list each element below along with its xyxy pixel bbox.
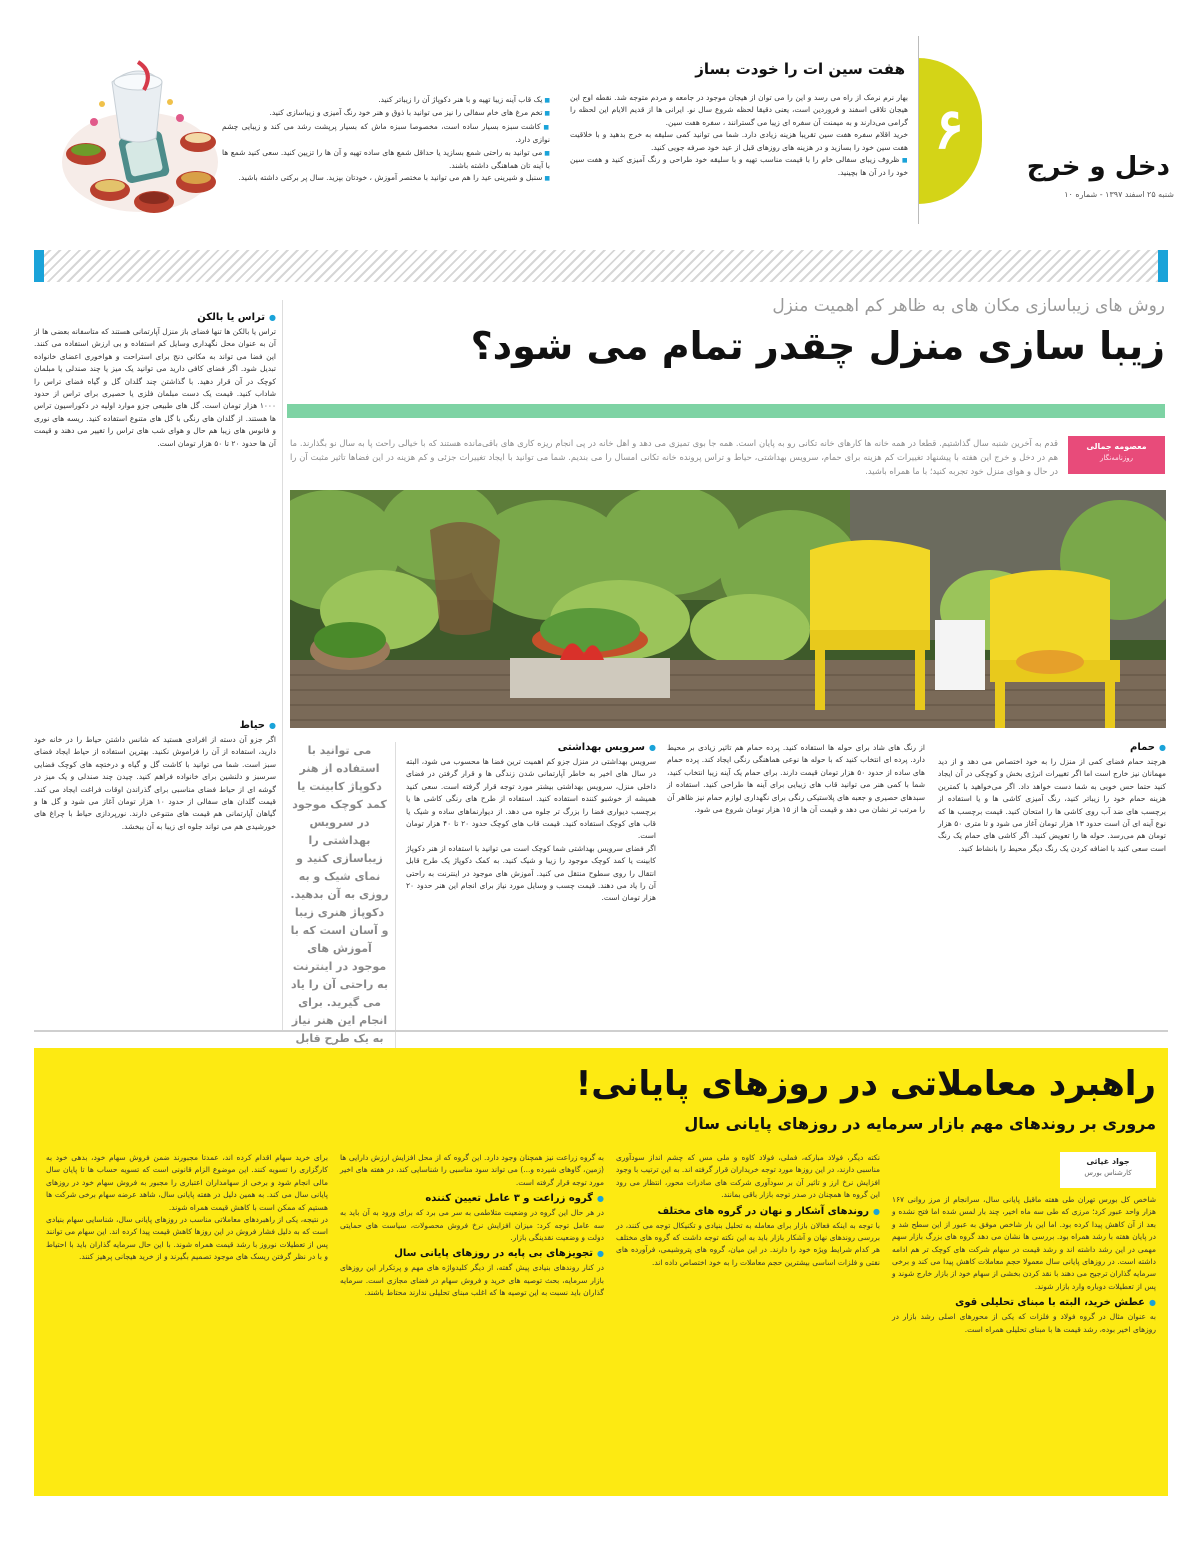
haftsin-tips-column [222,94,550,186]
market-col-3-heading: ● گروه زراعت و ۳ عامل تعیین کننده [340,1193,604,1204]
market-col-3-text: به گروه زراعت نیز همچنان وجود دارد. این گروه که از محل افزایش ارزش دارایی ها (زمین، گاوهای شیرده و...) می تواند سود مناسبی را شناسایی کند، در هفته های اخیر مورد توجه قرار گرفته است. [340,1153,604,1187]
market-author-name: جواد غیاثی [1086,1157,1130,1166]
author-box [1068,436,1165,474]
haftsin-intro-1: بهار نرم نرمک از راه می رسد و این را می توان از هیجان موجود در جامعه و مردم متوجه شد. نقطه اوج این هیجان تلاقی اسفند و فروردین است، یعنی دقیقا لحظه شروع سال نو. ایرانی ها از قدیم الایام این لحظه را گرامی می‌دارند و به میمنت آن سفره ای زیبا می گسترانند ، سفره هفت سین. [570,93,908,127]
stripe-divider [34,250,1168,282]
haftsin-intro-2: خرید اقلام سفره هفت سین تقریبا هزینه زیادی دارد. شما می توانید کمی سلیقه به خرج بدهید و با خلاقیت هفت سین خود را بسازید و در هزینه های روزهای قبل از عید خود صرفه جویی کنید. [570,130,908,152]
wc-column [406,742,656,905]
haftsin-text-column [570,92,908,180]
market-col-4-text-b: در نتیجه، یکی از راهبردهای معاملاتی مناسب در روزهای پایانی سال، شناسایی سهام بنیادی است که به دلیل فشار فروش در این روزها کاهش قیمت پیدا کرده اند. این سهام می توانند پس از تعطیلات نوروز با رشد قیمت همراه شوند. با این حال سرمایه گذاران باید با احتیاط و با در نظر گرفتن ریسک های موجود تصمیم بگیرند و از خرید هیجانی پرهیز کنند. [46,1215,328,1262]
market-col-3-text-c: در کنار روندهای بنیادی پیش گفته، از دیگر کلیدواژه های مهم و پرتکرار این روزهای بازار سرمایه، بحث توصیه های خرید و فروش سهام در فضای مجازی است. سرمایه گذاران باید نسبت به این توصیه ها که اغلب مبنای تحلیلی ندارند محتاط باشند. [340,1263,604,1298]
market-col-1-heading: ● عطش خرید، البته با مبنای تحلیلی قوی [892,1297,1156,1308]
bathroom-text-2: از رنگ های شاد برای حوله ها استفاده کنید. پرده حمام هم تاثیر زیادی بر محیط دارد. پرده ای انتخاب کنید که با حوله ها نوعی هماهنگی رنگی ایجاد کند. پرده حمام های ساده از حدود ۵۰ هزار تومان قیمت دارند. برای حمام یک آینه زیبا انتخاب کنید، شما با کمی هنر می توانید قاب های زیبایی برای آینه ها طراحی کنید. استفاده از سبدهای حصیری و جعبه های پلاستیکی رنگی برای نگهداری لوازم حمام نیز ظاهر آن را مرتب تر نشان می دهد و قیمت آن ها از ۱۵ هزار تومان شروع می شود. [667,743,926,815]
terrace-column [34,312,276,450]
article1-kicker: روش های زیباسازی مکان های به ظاهر کم اهمیت منزل [772,296,1165,316]
article1-bottom-rule [34,1030,1168,1032]
haftsin-tip: ■ سنبل و شیرینی عید را هم می توانید با مختصر آموزش ، خودتان بپزید. سال پر برکتی داشته باشید. [222,172,550,185]
haftsin-tip: ■ ظروف زیبای سفالی خام را با قیمت مناسب تهیه و با سلیقه خود طراحی و رنگ آمیزی کنید و هفت سین خود را در آن ها بچینید. [570,154,908,180]
article1-lead [290,436,1058,478]
bathroom-column [938,742,1166,855]
market-col-2-text: نکته دیگر، فولاد مبارکه، فملی، فولاد کاوه و ملی مس که چشم انداز سودآوری مناسبی دارند، در این روزها مورد توجه خریداران قرار گرفته اند. به این ترتیب با وجود افزایش نرخ ارز و تاثیر آن بر سودآوری شرکت های صادرات محور، انتظار می رود این گروه ها همچنان در صدر توجه بازار باقی بمانند. [616,1153,880,1200]
author-name: معصومه جمالی [1086,442,1147,451]
market-col-1 [892,1194,1156,1336]
market-title: راهبرد معاملاتی در روزهای پایانی! [575,1064,1156,1104]
section-header [918,58,1200,204]
bathroom-column-2 [667,742,925,816]
market-col-3 [340,1152,604,1300]
market-article [34,1048,1168,1496]
author-role: روزنامه‌نگار [1099,454,1134,462]
market-col-2 [616,1152,880,1269]
wc-heading: ● سرویس بهداشتی [406,742,656,753]
market-col-2-text-b: با توجه به اینکه فعالان بازار برای معامله به تحلیل بنیادی و تکنیکال توجه می کنند، در بررسی روندهای نهان و آشکار بازار باید به این نکته توجه داشت که گروه های مختلف هر کدام شرایط ویژه خود را دارند. در این میان، گروه های پتروشیمی، فرآورده های نفتی و فلزات اساسی بیشترین حجم معاملات را به خود اختصاص داده اند. [616,1220,880,1267]
haftsin-tip: ■ تخم مرغ های خام سفالی را نیز می توانید با ذوق و هنر خود رنگ آمیزی و زیباسازی کنید. [222,107,550,120]
haftsin-title: هفت سین ات را خودت بساز [695,60,905,78]
terrace-heading: ● تراس یا بالکن [34,312,276,323]
section-name: دخل و خرج [1026,152,1170,182]
haftsin-tip: ■ کاشت سبزه بسیار ساده است، مخصوصا سبزه ماش که بسیار پرپشت رشد می کند و زیبایی چشم نوازی دارد. [222,121,550,147]
market-col-1-text: شاخص کل بورس تهران طی هفته ماقبل پایانی سال، سرانجام از مرز روانی ۱۶۷ هزار واحد عبور کرد؛ مرزی که طی سه ماه اخیر، چند بار لمس شده اما فتح نشده و بعد از آن کاهش پیدا کرده بود. اما این بار شاخص موفق به عبور از این سطح شد و در پایان هفته با رشد همراه بود. بررسی ها نشان می دهد گروه های بزرگ بازار سهم مهمی در این رشد داشته اند و رشد قیمت در سهام شرکت های کوچک تر هم ادامه داشته است. در روزهای پایانی سال معمولا حجم معاملات کاهش پیدا می کند و برخی سرمایه گذاران ترجیح می دهند با نقد کردن بخشی از سهام خود از بازار خارج شوند و پس از تعطیلات دوباره وارد بازار شوند. [892,1195,1156,1291]
market-col-2-heading: ● روندهای آشکار و نهان در گروه های مختلف [616,1206,880,1217]
bathroom-text: هرچند حمام فضای کمی از منزل را به خود اختصاص می دهد و از دید مهمانان نیز خارج است اما اگر تغییرات انرژی بخش و کوچکی در آن ایجاد کنید حتما حس خوبی به شما دست خواهد داد. اگر می‌خواهید با کمترین هزینه حمام خود را زیباتر کنید، رنگ آمیزی کاشی ها و یا استفاده از برچسب های ضد آب روی کاشی ها را امتحان کنید. قیمت برچسب ها که نوع آینه ای آن است حدود ۱۳ هزار تومان آغاز می شود و تا متری ۵۰ هزار تومان هم می‌رسد. حوله ها را تعویض کنید. اگر کاشی های حمام یک رنگ است سعی کنید با اضافه کردن یک رنگ دیگر محیط را بانشاط کنید. [938,757,1166,853]
market-col-3-text-b: در هر حال این گروه در وضعیت متلاطمی به سر می برد که برای ورود به آن باید به سه عامل توجه کرد: میزان افزایش نرخ فروش محصولات، سیاست های حمایتی دولت و وضعیت نقدینگی بازار. [340,1208,604,1243]
market-col-3-heading-2: ● تجویزهای بی پایه در روزهای پایانی سال [340,1248,604,1259]
left-column-rule [282,300,283,1030]
market-col-4 [46,1152,328,1264]
haftsin-tip: ■ یک قاب آینه زیبا تهیه و با هنر دکوپاژ آن را زیباتر کنید. [222,94,550,107]
article1-title-rule [287,404,1165,418]
section-date: شنبه ۲۵ اسفند ۱۳۹۷ - شماره ۱۰ [1064,190,1174,199]
terrace-text: تراس یا بالکن ها تنها فضای باز منزل آپارتمانی هستند که متاسفانه بعضی ها از آن به عنوان محل نگهداری وسایل کم استفاده و بی ارزش استفاده می کنند. این فضا می تواند به مکانی دنج برای استراحت و هواخوری اعضای خانواده تبدیل شود. اگر فضای کافی دارید می توانید یک میز یا چند صندلی یا مبلمان کوچک در آن قرار دهید. با گذاشتن چند گلدان گل و گیاه فضای تراس را شاداب کنید. قیمت یک دست مبلمان فلزی یا حصیری برای تراس از حدود ۱۰۰۰ هزار تومان است. گل های طبیعی جزو موارد اولیه در دکوراسیون تراس ها هستند. از گلدان های رنگی با گل های متنوع استفاده کنید. ریسه های نوری و فانوس های زیبا هم حال و هوای شب های تراس را تغییر می دهند و قیمت آن ها حدود ۲۰ تا ۵۰ هزار تومان است. [34,327,276,448]
pull-quote-text: می توانید با استفاده از هنر دکوپاژ کابینت یا کمد کوچک موجود در سرویس بهداشتی را زیباسازی کنید و نمای شیک و به روزی به آن بدهید. دکوپاژ هنری زیبا و آسان است که با آموزش های موجود در اینترنت به راحتی آن را یاد می گیرید. برای انجام این هنر نیاز به یک طرح قابل [290,744,389,1045]
patio-photo [290,490,1166,728]
lead-text: قدم به آخرین شنبه سال گذاشتیم. قطعا در همه خانه ها کارهای خانه تکانی رو به پایان است. همه جا بوی تمیزی می دهد و اهل خانه در پی انجام ریزه کاری های باقی‌مانده هستند که با خیالی راحت پا به سال نو بگذارند. ما هم در دخل و خرج این هفته با پیشنهاد تغییرات کم هزینه برای حمام، سرویس بهداشتی، حیاط و تراس پرونده خانه تکانی امسال را می بندیم. شما می توانید با ایجاد تغییرات جزئی و کم هزینه در این فضاها تاثیر مثبت آن را در حال و هوای منزل خود تجربه کنید؛ با ما همراه باشید. [290,438,1058,476]
yard-text: اگر جزو آن دسته از افرادی هستید که شانس داشتن حیاط را در خانه خود دارید، استفاده از آن را فراموش نکنید. بهترین استفاده از حیاط ایجاد فضای سبز است. شما می توانید با کاشت گل و گیاه و درختچه های کوچک فضایی سرسبز و دلنشین برای خانواده فراهم کنید. چیدن چند صندلی و یک میز در گوشه ای از حیاط فضای مناسبی برای گذراندن اوقات فراغت ایجاد می کند. قیمت گلدان های سفالی از حدود ۱۰ هزار تومان آغاز می شود و گل ها و گیاهان آپارتمانی هم قیمت های متنوعی دارند. نورپردازی حیاط با چراغ های خورشیدی هم می تواند جلوه ای زیبا به آن ببخشد. [34,735,277,831]
market-author-role: کارشناس بورس [1084,1169,1132,1177]
market-col-1-text-b: به عنوان مثال در گروه فولاد و فلزات که یکی از محورهای اصلی رشد بازار در روزهای اخیر بوده، رشد قیمت ها با مبنای تحلیلی همراه است. [892,1312,1156,1334]
market-col-4-text: برای خرید سهام اقدام کرده اند، عمدتا مجبورند ضمن فروش سهام خود، بدهی خود به کارگزاری را تسویه کنند. این موضوع الزام قانونی است که تسویه حساب ها تا پایان سال مالی انجام شود و برخی از سهامداران اعتباری را مجبور به فروش سهام خود در روزهای پایانی سال می کند. به همین دلیل در هفته پایانی سال، شاهد عرضه سهام برخی شرکت ها هستیم که ممکن است با کاهش قیمت همراه شوند. [46,1153,328,1212]
stripe-accent-right [1158,250,1168,282]
article1-title: زیبا سازی منزل چقدر تمام می شود؟ [470,324,1165,368]
haftsin-tip: ■ می توانید به راحتی شمع بسازید یا حداقل شمع های ساده تهیه و آن ها را تزیین کنید. سعی کنید شمع ها با آینه تان هماهنگی داشته باشند. [222,147,550,173]
bathroom-heading: ● حمام [938,742,1166,753]
market-subtitle: مروری بر روندهای مهم بازار سرمایه در روزهای پایانی سال [684,1114,1156,1133]
wc-text-2: اگر فضای سرویس بهداشتی شما کوچک است می توانید با استفاده از هنر دکوپاژ کابینت یا کمد کوچک موجود را زیبا و شیک کنید. به کمک دکوپاژ یک طرح قابل انتقال را روی سطوح منتقل می کنید. آموزش های موجود در اینترنت به راحتی آن را یاد می دهند. قیمت چسب و وسایل مورد نیاز برای انجام این هنر حدود ۲۰ هزار تومان است. [406,843,656,903]
header-divider [918,36,919,224]
yard-column [34,720,276,833]
stripe-accent-left [34,250,44,282]
market-author-box [1060,1152,1156,1188]
yard-heading: ● حیاط [34,720,276,731]
haftsin-photo [58,42,222,222]
wc-text: سرویس بهداشتی در منزل جزو کم اهمیت ترین فضا ها محسوب می شود، البته در سال های اخیر به خاطر آپارتمانی شدن زندگی ها و قرار گرفتن در فضای داخلی منزل، سرویس بهداشتی بیشتر مورد توجه قرار گرفته است. سعی کنید همیشه از خوشبو کننده استفاده کنید. استفاده از طرح های رنگی کاشی ها یا برچسب دیواری فضا را بزرگ تر جلوه می دهد. از دیوارنماهای ساده و شیک یا قاب های کوچک استفاده کنید. قیمت قاب های کوچک حدود ۲۰ تا ۴۰ هزار تومان است. [406,757,656,841]
section-number: ۶ [933,96,965,162]
